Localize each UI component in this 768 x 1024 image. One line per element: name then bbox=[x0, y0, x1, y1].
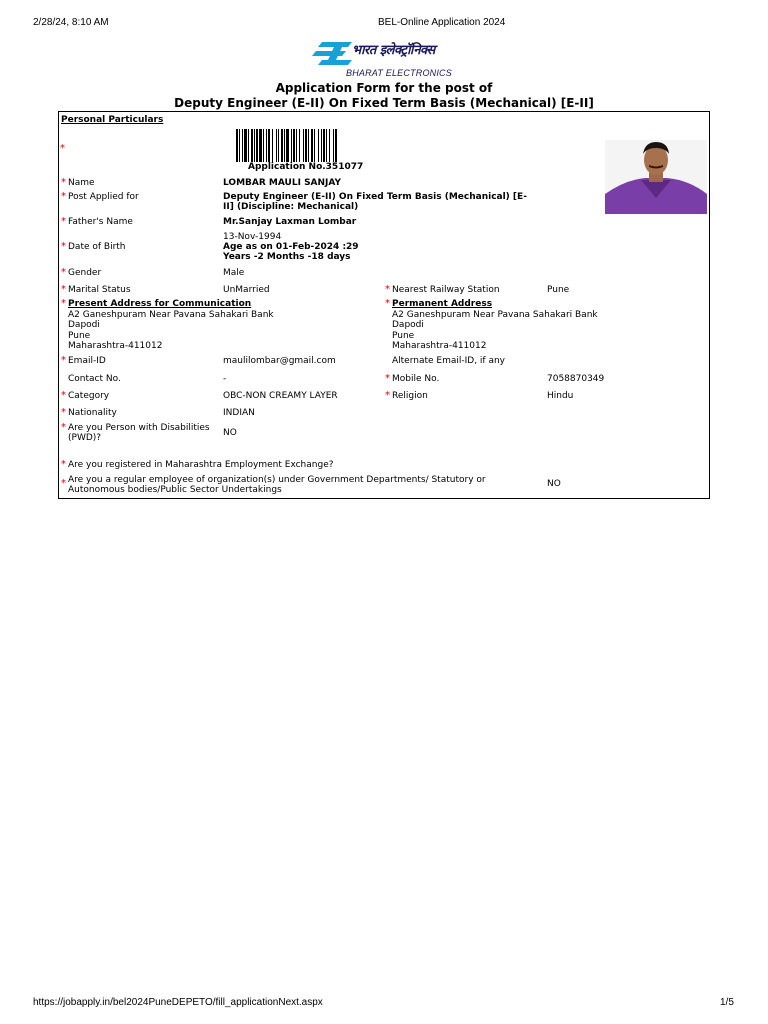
govt-employee-value: NO bbox=[547, 479, 561, 489]
dob-value: 13-Nov-1994 bbox=[223, 232, 282, 242]
mobile-value: 7058870349 bbox=[547, 374, 605, 384]
permanent-address-line: A2 Ganeshpuram Near Pavana Sahakari Bank bbox=[392, 310, 598, 320]
required-mark: * bbox=[61, 478, 66, 489]
contact-value: - bbox=[223, 374, 227, 384]
bel-logo bbox=[312, 40, 462, 82]
alt-email-label: Alternate Email-ID, if any bbox=[392, 356, 506, 366]
required-mark: * bbox=[385, 373, 390, 384]
permanent-address-line: Pune bbox=[392, 331, 415, 341]
contact-label: Contact No. bbox=[68, 374, 121, 384]
permanent-address-label: Permanent Address bbox=[392, 299, 493, 309]
print-page-number: 1/5 bbox=[720, 997, 734, 1008]
present-address-line: Maharashtra-411012 bbox=[68, 341, 163, 351]
marital-value: UnMarried bbox=[223, 285, 270, 295]
employment-exchange-label: Are you registered in Maharashtra Employment Exchange? bbox=[68, 460, 334, 470]
present-address-line: A2 Ganeshpuram Near Pavana Sahakari Bank bbox=[68, 310, 274, 320]
railway-label: Nearest Railway Station bbox=[392, 285, 500, 295]
present-address-line: Pune bbox=[68, 331, 91, 341]
gender-value: Male bbox=[223, 268, 245, 278]
required-mark: * bbox=[61, 459, 66, 470]
post-label: Post Applied for bbox=[68, 192, 139, 202]
required-mark: * bbox=[61, 216, 66, 227]
required-mark: * bbox=[61, 177, 66, 188]
required-mark: * bbox=[61, 390, 66, 401]
name-value: LOMBAR MAULI SANJAY bbox=[223, 178, 342, 188]
govt-employee-label-line2: Autonomous bodies/Public Sector Undertakings bbox=[68, 485, 282, 495]
present-address-label: Present Address for Communication bbox=[68, 299, 252, 309]
application-barcode bbox=[236, 129, 378, 162]
gender-label: Gender bbox=[68, 268, 102, 278]
applicant-photo bbox=[605, 140, 707, 214]
required-mark: * bbox=[61, 355, 66, 366]
logo-english-text: BHARAT ELECTRONICS bbox=[346, 68, 452, 78]
nationality-label: Nationality bbox=[68, 408, 117, 418]
religion-label: Religion bbox=[392, 391, 428, 401]
pwd-label-line1: Are you Person with Disabilities bbox=[68, 423, 210, 433]
post-value-line1: Deputy Engineer (E-II) On Fixed Term Basis (Mechanical) [E- bbox=[223, 192, 527, 202]
govt-employee-label-line1: Are you a regular employee of organization(s) under Government Departments/ Statutory or bbox=[68, 475, 486, 485]
required-mark: * bbox=[60, 143, 65, 154]
marital-label: Marital Status bbox=[68, 285, 131, 295]
nationality-value: INDIAN bbox=[223, 408, 255, 418]
required-mark: * bbox=[385, 298, 390, 309]
category-value: OBC-NON CREAMY LAYER bbox=[223, 391, 338, 401]
permanent-address-line: Maharashtra-411012 bbox=[392, 341, 487, 351]
required-mark: * bbox=[385, 284, 390, 295]
required-mark: * bbox=[61, 422, 66, 433]
email-value: maulilombar@gmail.com bbox=[223, 356, 336, 366]
pwd-value: NO bbox=[223, 428, 237, 438]
required-mark: * bbox=[61, 298, 66, 309]
logo-hindi-text: भारत इलेक्ट्रॉनिक्स bbox=[352, 43, 435, 58]
present-address-line: Dapodi bbox=[68, 320, 100, 330]
permanent-address-line: Dapodi bbox=[392, 320, 424, 330]
father-label: Father's Name bbox=[68, 217, 133, 227]
email-label: Email-ID bbox=[68, 356, 106, 366]
application-number: Application No.351077 bbox=[248, 162, 364, 172]
section-title: Personal Particulars bbox=[61, 115, 164, 125]
railway-value: Pune bbox=[547, 285, 570, 295]
father-value: Mr.Sanjay Laxman Lombar bbox=[223, 217, 357, 227]
form-title-line2: Deputy Engineer (E-II) On Fixed Term Basis (Mechanical) [E-II] bbox=[174, 96, 594, 110]
print-url: https://jobapply.in/bel2024PuneDEPETO/fill_applicationNext.aspx bbox=[33, 997, 323, 1008]
print-date-time: 2/28/24, 8:10 AM bbox=[33, 17, 109, 28]
required-mark: * bbox=[61, 241, 66, 252]
mobile-label: Mobile No. bbox=[392, 374, 440, 384]
required-mark: * bbox=[385, 390, 390, 401]
religion-value: Hindu bbox=[547, 391, 574, 401]
age-line1: Age as on 01-Feb-2024 :29 bbox=[223, 242, 359, 252]
required-mark: * bbox=[61, 267, 66, 278]
post-value-line2: II] (Discipline: Mechanical) bbox=[223, 202, 359, 212]
required-mark: * bbox=[61, 191, 66, 202]
print-page-title: BEL-Online Application 2024 bbox=[378, 17, 506, 28]
dob-label: Date of Birth bbox=[68, 242, 126, 252]
required-mark: * bbox=[61, 407, 66, 418]
category-label: Category bbox=[68, 391, 110, 401]
name-label: Name bbox=[68, 178, 95, 188]
form-title-line1: Application Form for the post of bbox=[275, 81, 493, 95]
required-mark: * bbox=[61, 284, 66, 295]
age-line2: Years -2 Months -18 days bbox=[223, 252, 351, 262]
pwd-label-line2: (PWD)? bbox=[68, 433, 102, 443]
